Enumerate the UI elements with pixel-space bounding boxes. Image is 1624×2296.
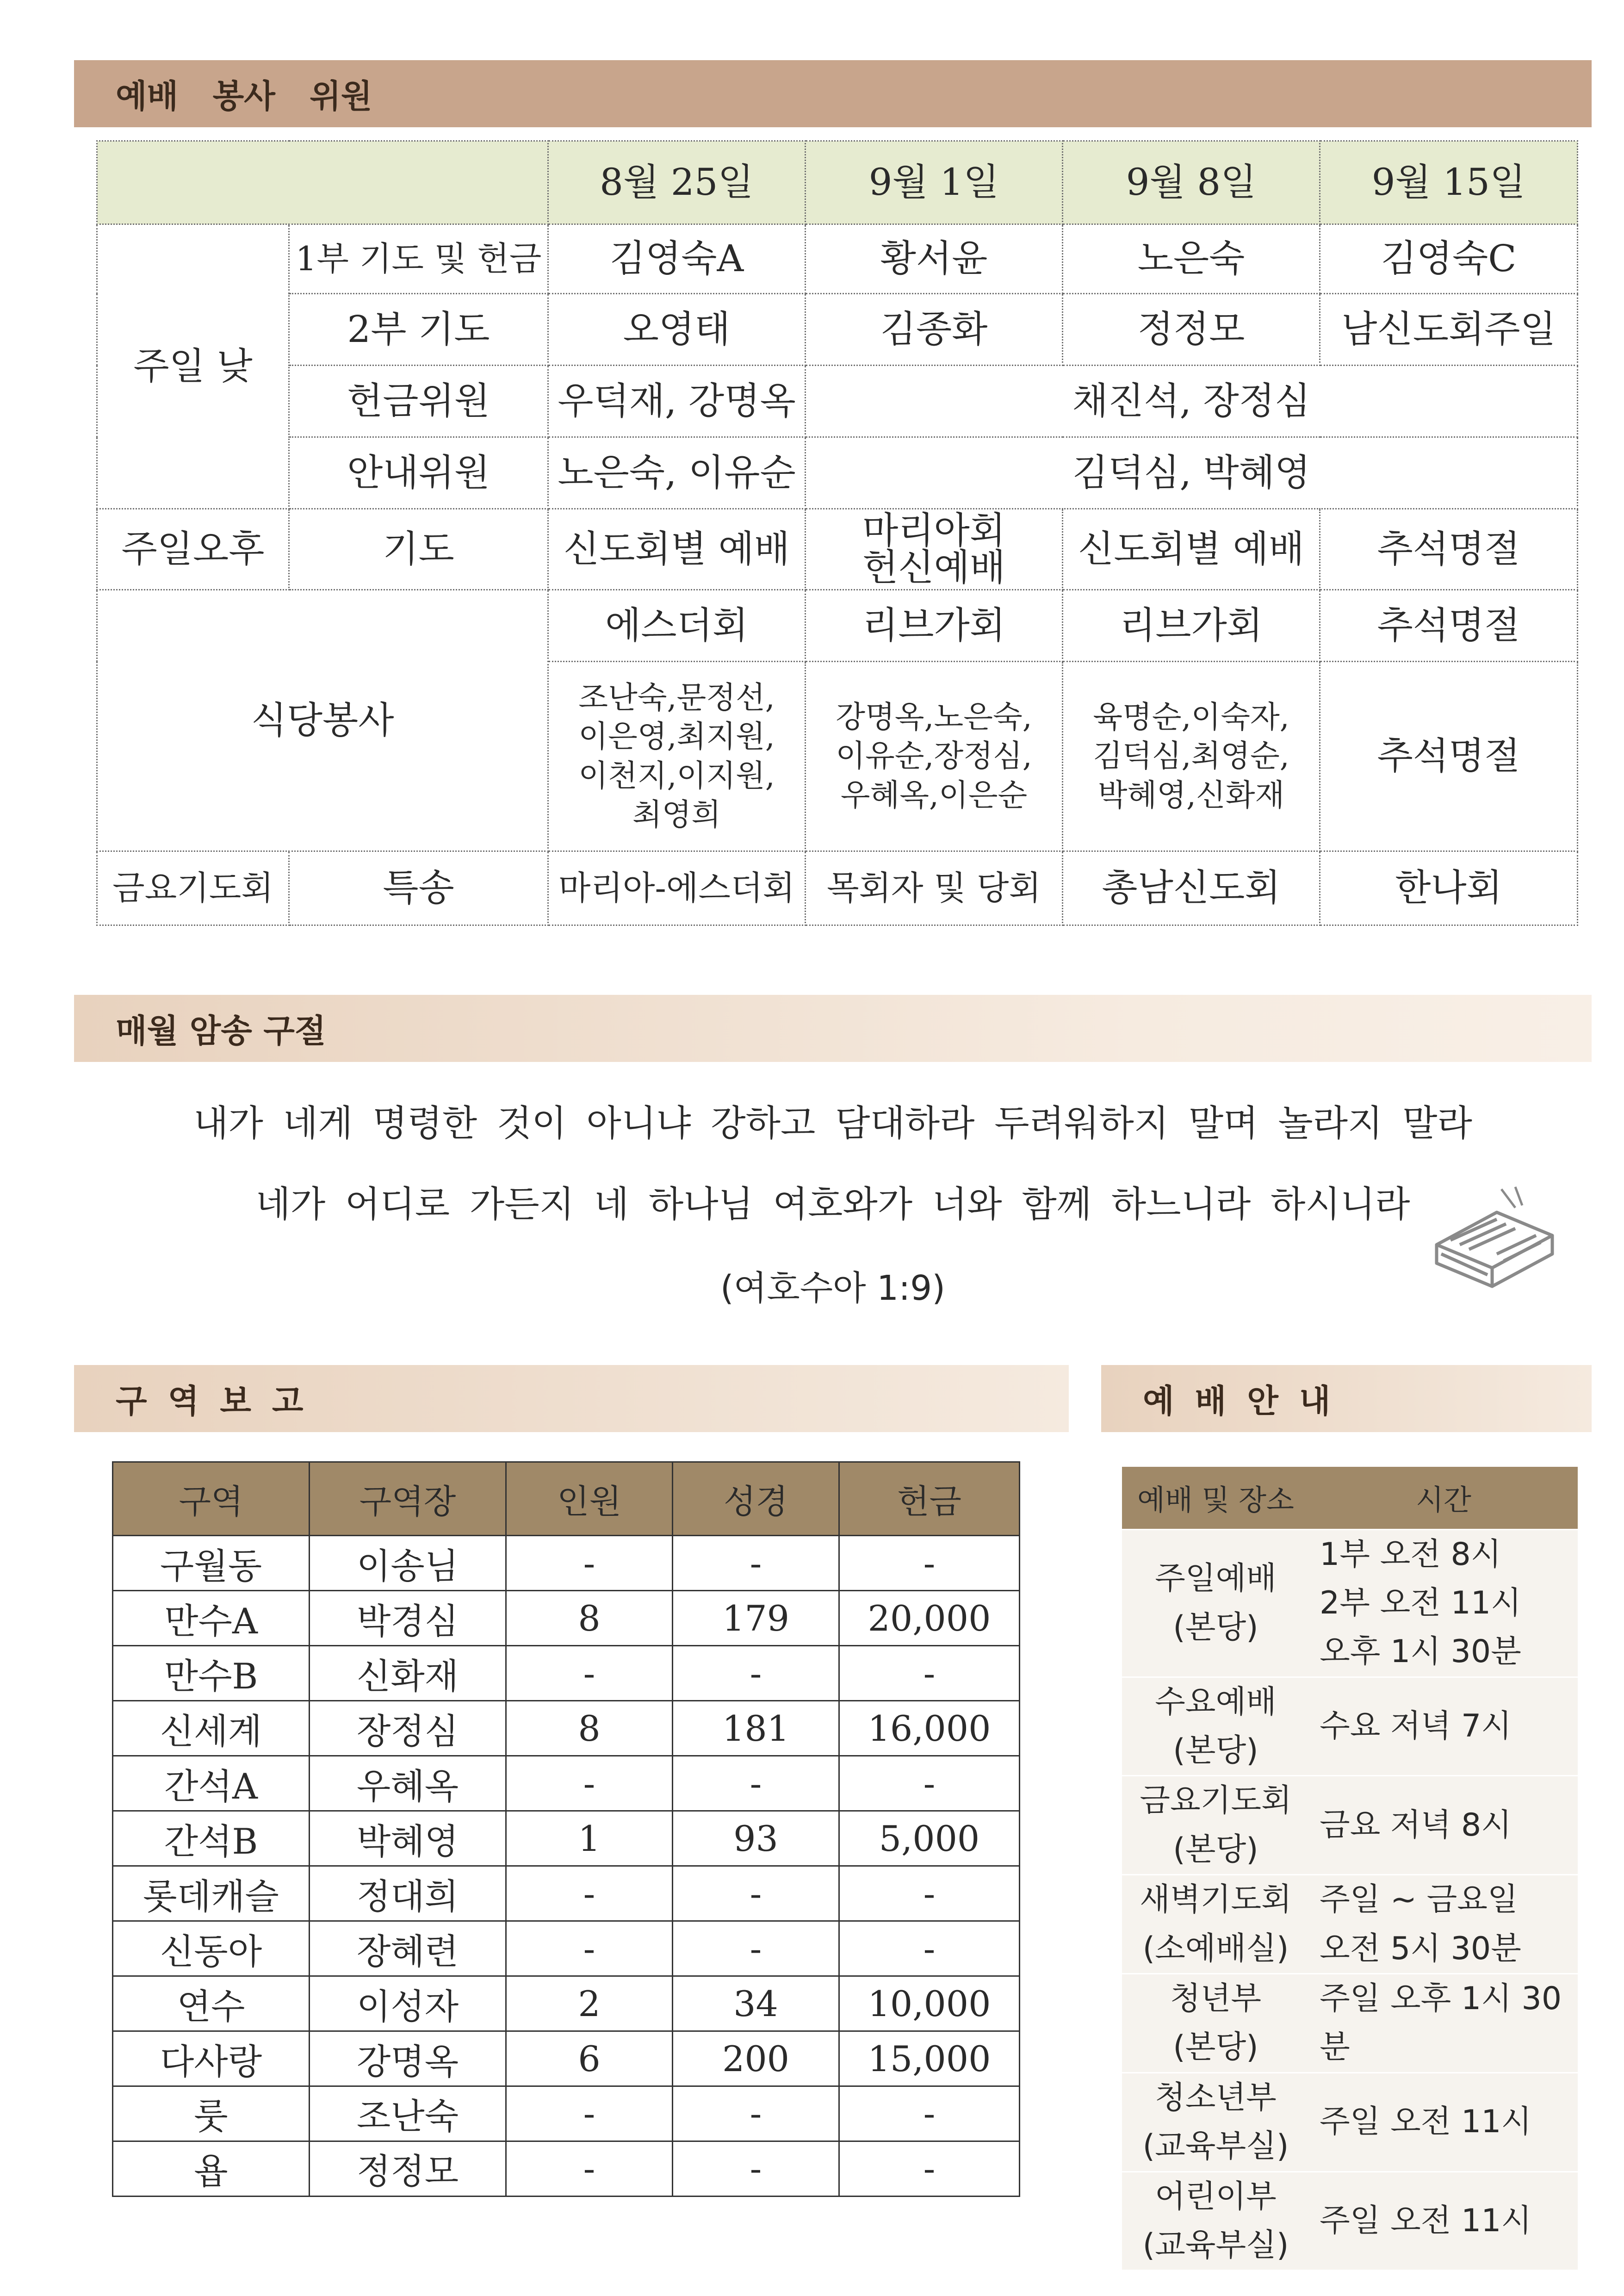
table-cell: 34 xyxy=(673,1976,839,2031)
cell: 조난숙,문정선, 이은영,최지원, 이천지,이지원, 최영희 xyxy=(548,662,806,851)
table-cell: 93 xyxy=(673,1811,839,1866)
table-cell: 롯데캐슬 xyxy=(113,1866,310,1921)
table-row xyxy=(113,1976,1020,2031)
cell: 추석명절 xyxy=(1320,509,1578,590)
table-cell: - xyxy=(839,2141,1020,2196)
service-schedule-table xyxy=(1122,1467,1578,2271)
table-cell: 2 xyxy=(506,1976,673,2031)
table-cell: 박혜영 xyxy=(310,1811,506,1866)
cell: 추석명절 xyxy=(1320,590,1578,662)
table-cell: 10,000 xyxy=(839,1976,1020,2031)
row-label: 헌금위원 xyxy=(289,366,548,437)
column-header: 인원 xyxy=(506,1462,673,1536)
table-row xyxy=(113,1866,1020,1921)
cell: 리브가회 xyxy=(1063,590,1320,662)
verse-reference: (여호수아 1:9) xyxy=(720,1268,946,1308)
ushers-row xyxy=(97,437,1578,509)
section-title-memory-verse: 매월 암송 구절 xyxy=(74,995,1592,1062)
service-row xyxy=(1122,1974,1578,2073)
table-cell: - xyxy=(839,1756,1020,1811)
table-cell: - xyxy=(673,2086,839,2141)
table-cell: - xyxy=(506,1866,673,1921)
service-row xyxy=(1122,1529,1578,1677)
table-cell: - xyxy=(673,1921,839,1976)
district-header-row xyxy=(113,1462,1020,1536)
cell: 에스더회 xyxy=(548,590,806,662)
header-blank-cell xyxy=(97,141,548,224)
service-row xyxy=(1122,2172,1578,2271)
table-cell: - xyxy=(839,1536,1020,1591)
table-cell: 신동아 xyxy=(113,1921,310,1976)
cell-merged: 채진석, 장정심 xyxy=(806,366,1578,437)
cell: 신도회별 예배 xyxy=(548,509,806,590)
table-cell: 만수B xyxy=(113,1646,310,1701)
service-row xyxy=(1122,1677,1578,1776)
table-cell: - xyxy=(506,1646,673,1701)
sunday-day-label: 주일 낮 xyxy=(97,224,289,509)
section-label: 금요기도회 xyxy=(97,851,289,925)
section-label: 주일오후 xyxy=(97,509,289,590)
table-cell: 200 xyxy=(673,2031,839,2086)
cell: 한나회 xyxy=(1320,851,1578,925)
service-time: 주일 오전 11시 xyxy=(1309,2073,1578,2172)
table-cell: 박경심 xyxy=(310,1591,506,1646)
table-cell: 이성자 xyxy=(310,1976,506,2031)
table-cell: - xyxy=(839,1866,1020,1921)
table-cell: 8 xyxy=(506,1591,673,1646)
cell: 김영숙A xyxy=(548,224,806,294)
row-label: 기도 xyxy=(289,509,548,590)
offering-committee-row xyxy=(97,366,1578,437)
cell: 마리아회 헌신예배 xyxy=(806,509,1063,590)
table-cell: 구월동 xyxy=(113,1536,310,1591)
service-place: 주일예배 (본당) xyxy=(1122,1529,1309,1677)
service-place: 어린이부 (교육부실) xyxy=(1122,2172,1309,2271)
cell: 마리아-에스더회 xyxy=(548,851,806,925)
prayer-2-row xyxy=(97,294,1578,366)
date-header-row xyxy=(97,141,1578,224)
table-cell: 연수 xyxy=(113,1976,310,2031)
service-time: 수요 저녁 7시 xyxy=(1309,1677,1578,1776)
table-cell: - xyxy=(673,1536,839,1591)
cell-merged: 김덕심, 박혜영 xyxy=(806,437,1578,509)
table-row xyxy=(113,1811,1020,1866)
table-cell: 181 xyxy=(673,1701,839,1756)
service-row xyxy=(1122,1776,1578,1875)
table-cell: 룻 xyxy=(113,2086,310,2141)
section-title-service-info: 예배안내 xyxy=(1101,1365,1592,1432)
service-header-row xyxy=(1122,1467,1578,1529)
table-cell: 욥 xyxy=(113,2141,310,2196)
cell: 목회자 및 당회 xyxy=(806,851,1063,925)
cell: 우덕재, 강명옥 xyxy=(548,366,806,437)
cell: 추석명절 xyxy=(1320,662,1578,851)
service-place: 새벽기도회 (소예배실) xyxy=(1122,1875,1309,1974)
service-row xyxy=(1122,1875,1578,1974)
table-row xyxy=(113,1591,1020,1646)
cell: 남신도회주일 xyxy=(1320,294,1578,366)
table-row xyxy=(113,1646,1020,1701)
table-cell: 20,000 xyxy=(839,1591,1020,1646)
table-cell: 신화재 xyxy=(310,1646,506,1701)
cell: 신도회별 예배 xyxy=(1063,509,1320,590)
service-time: 주일 ~ 금요일 오전 5시 30분 xyxy=(1309,1875,1578,1974)
table-cell: 우혜옥 xyxy=(310,1756,506,1811)
table-cell: - xyxy=(673,1756,839,1811)
district-report-table xyxy=(112,1461,1020,2197)
date-header: 9월 1일 xyxy=(806,141,1063,224)
cell: 정정모 xyxy=(1063,294,1320,366)
verse-line-1: 내가 네게 명령한 것이 아니냐 강하고 담대하라 두려워하지 말며 놀라지 말라 xyxy=(193,1103,1472,1144)
cell: 노은숙, 이유순 xyxy=(548,437,806,509)
table-row xyxy=(113,1756,1020,1811)
table-cell: - xyxy=(673,1646,839,1701)
prayer-offering-1-row xyxy=(97,224,1578,294)
kitchen-group-row xyxy=(97,590,1578,662)
table-cell: - xyxy=(506,1756,673,1811)
table-cell: 조난숙 xyxy=(310,2086,506,2141)
date-header: 9월 15일 xyxy=(1320,141,1578,224)
table-cell: - xyxy=(673,2141,839,2196)
table-cell: 1 xyxy=(506,1811,673,1866)
service-place: 청년부 (본당) xyxy=(1122,1974,1309,2073)
kitchen-label: 식당봉사 xyxy=(97,590,548,851)
table-cell: - xyxy=(506,2141,673,2196)
table-cell: - xyxy=(506,1536,673,1591)
column-header: 구역장 xyxy=(310,1462,506,1536)
table-cell: - xyxy=(839,1646,1020,1701)
service-row xyxy=(1122,2073,1578,2172)
table-row xyxy=(113,1701,1020,1756)
table-cell: 6 xyxy=(506,2031,673,2086)
worship-committee-table xyxy=(96,140,1578,926)
table-cell: 강명옥 xyxy=(310,2031,506,2086)
cell: 총남신도회 xyxy=(1063,851,1320,925)
date-header: 8월 25일 xyxy=(548,141,806,224)
table-cell: 장혜련 xyxy=(310,1921,506,1976)
row-label: 특송 xyxy=(289,851,548,925)
table-cell: - xyxy=(506,2086,673,2141)
service-time: 주일 오후 1시 30분 xyxy=(1309,1974,1578,2073)
table-cell: 15,000 xyxy=(839,2031,1020,2086)
service-time: 금요 저녁 8시 xyxy=(1309,1776,1578,1875)
cell: 육명순,이숙자, 김덕심,최영순, 박혜영,신화재 xyxy=(1063,662,1320,851)
open-book-icon xyxy=(1423,1180,1562,1328)
table-cell: - xyxy=(839,1921,1020,1976)
table-cell: 다사랑 xyxy=(113,2031,310,2086)
date-header: 9월 8일 xyxy=(1063,141,1320,224)
cell: 오영태 xyxy=(548,294,806,366)
table-cell: - xyxy=(673,1866,839,1921)
column-header: 성경 xyxy=(673,1462,839,1536)
table-cell: 간석A xyxy=(113,1756,310,1811)
table-cell: 5,000 xyxy=(839,1811,1020,1866)
row-label: 안내위원 xyxy=(289,437,548,509)
column-header: 구역 xyxy=(113,1462,310,1536)
table-cell: 만수A xyxy=(113,1591,310,1646)
table-cell: 179 xyxy=(673,1591,839,1646)
service-time: 주일 오전 11시 xyxy=(1309,2172,1578,2271)
table-cell: 신세계 xyxy=(113,1701,310,1756)
table-cell: - xyxy=(506,1921,673,1976)
service-place: 금요기도회 (본당) xyxy=(1122,1776,1309,1875)
cell: 노은숙 xyxy=(1063,224,1320,294)
column-header: 헌금 xyxy=(839,1462,1020,1536)
table-cell: 정대희 xyxy=(310,1866,506,1921)
table-cell: - xyxy=(839,2086,1020,2141)
cell: 리브가회 xyxy=(806,590,1063,662)
column-header: 시간 xyxy=(1309,1467,1578,1529)
column-header: 예배 및 장소 xyxy=(1122,1467,1309,1529)
table-cell: 16,000 xyxy=(839,1701,1020,1756)
section-title-district-report: 구역보고 xyxy=(74,1365,1069,1432)
table-cell: 간석B xyxy=(113,1811,310,1866)
cell: 김영숙C xyxy=(1320,224,1578,294)
table-cell: 정정모 xyxy=(310,2141,506,2196)
service-place: 청소년부 (교육부실) xyxy=(1122,2073,1309,2172)
table-cell: 8 xyxy=(506,1701,673,1756)
cell: 강명옥,노은숙, 이유순,장정심, 우혜옥,이은순 xyxy=(806,662,1063,851)
section-title-worship-committee: 예배 봉사 위원 xyxy=(74,60,1592,127)
table-row xyxy=(113,2141,1020,2196)
friday-prayer-row xyxy=(97,851,1578,925)
sunday-afternoon-row xyxy=(97,509,1578,590)
table-row xyxy=(113,1536,1020,1591)
table-cell: 장정심 xyxy=(310,1701,506,1756)
service-place: 수요예배 (본당) xyxy=(1122,1677,1309,1776)
row-label: 2부 기도 xyxy=(289,294,548,366)
table-row xyxy=(113,2031,1020,2086)
row-label: 1부 기도 및 헌금 xyxy=(289,224,548,294)
cell: 황서윤 xyxy=(806,224,1063,294)
service-time: 1부 오전 8시 2부 오전 11시 오후 1시 30분 xyxy=(1309,1529,1578,1677)
table-cell: 이송님 xyxy=(310,1536,506,1591)
verse-line-2: 네가 어디로 가든지 네 하나님 여호와가 너와 함께 하느니라 하시니라 xyxy=(255,1184,1410,1225)
table-row xyxy=(113,2086,1020,2141)
cell: 김종화 xyxy=(806,294,1063,366)
table-row xyxy=(113,1921,1020,1976)
